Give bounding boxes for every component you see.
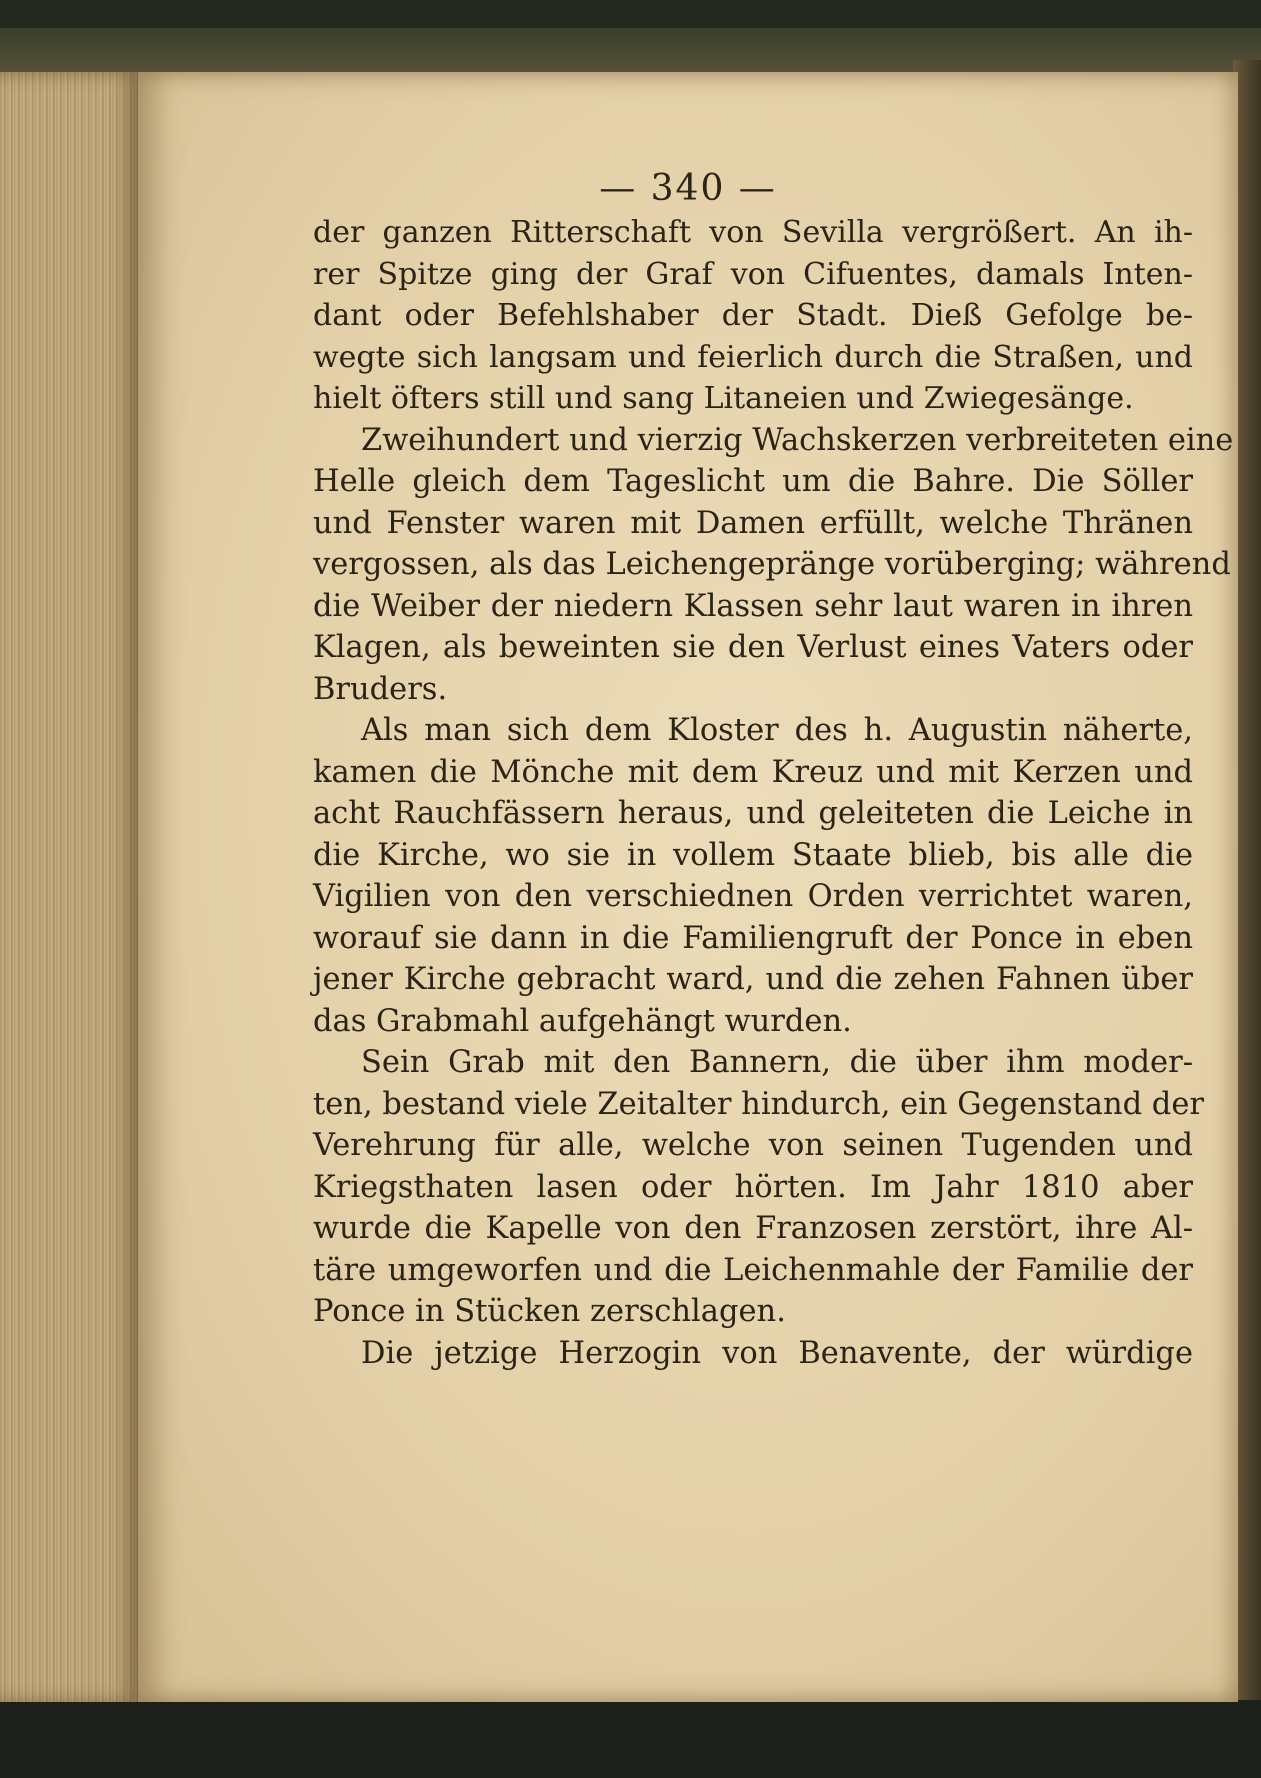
text-line: Zweihundert und vierzig Wachskerzen verbreiteten eine bbox=[361, 422, 1234, 458]
text-line: Bruders. bbox=[313, 671, 448, 707]
text-line: der ganzen Ritterschaft von Sevilla vergrößert. An ih- bbox=[313, 215, 1193, 250]
page-stack-edges bbox=[0, 72, 140, 1702]
text-line: hielt öfters still und sang Litaneien und Zwiegesänge. bbox=[313, 381, 1134, 416]
text-line: acht Rauchfässern heraus, und geleiteten die Leiche in bbox=[313, 796, 1193, 831]
text-line: worauf sie dann in die Familiengruft der Ponce in eben bbox=[313, 920, 1193, 956]
text-line: täre umgeworfen und die Leichenmahle der Familie der bbox=[313, 1252, 1193, 1288]
text-line: Klagen, als beweinten sie den Verlust eines Vaters oder bbox=[313, 630, 1193, 665]
text-line: Kriegsthaten lasen oder hörten. Im Jahr 1810 aber bbox=[313, 1169, 1193, 1205]
text-line: die Weiber der niedern Klassen sehr laut waren in ihren bbox=[313, 588, 1193, 624]
paragraph bbox=[313, 1333, 1193, 1375]
paragraph bbox=[313, 420, 1234, 711]
text-line: dant oder Befehlshaber der Stadt. Dieß Gefolge be- bbox=[313, 298, 1193, 333]
text-line: die Kirche, wo sie in vollem Staate blieb, bis alle die bbox=[313, 837, 1193, 873]
text-line: Die jetzige Herzogin von Benavente, der würdige bbox=[361, 1335, 1193, 1371]
text-line: Als man sich dem Kloster des h. Augustin näherte, bbox=[361, 713, 1193, 748]
text-line: Vigilien von den verschiednen Orden verrichtet waren, bbox=[313, 879, 1193, 914]
text-line: jener Kirche gebracht ward, und die zehen Fahnen über bbox=[313, 962, 1193, 997]
book-page bbox=[138, 72, 1238, 1702]
text-line: kamen die Mönche mit dem Kreuz und mit Kerzen und bbox=[313, 754, 1193, 790]
text-line: ten, bestand viele Zeitalter hindurch, ein Gegenstand der bbox=[313, 1086, 1204, 1122]
paragraph bbox=[313, 212, 1193, 420]
page-text bbox=[313, 212, 1234, 1374]
paragraph bbox=[313, 1042, 1204, 1333]
text-line: rer Spitze ging der Graf von Cifuentes, damals Inten- bbox=[313, 256, 1193, 292]
text-line: Ponce in Stücken zerschlagen. bbox=[313, 1294, 786, 1329]
page-number: — 340 — bbox=[599, 168, 777, 209]
text-line: Verehrung für alle, welche von seinen Tugenden und bbox=[313, 1128, 1193, 1163]
text-line: Sein Grab mit den Bannern, die über ihm moder- bbox=[361, 1045, 1193, 1080]
text-line: wegte sich langsam und feierlich durch die Straßen, und bbox=[313, 339, 1193, 375]
paragraph bbox=[313, 710, 1193, 1042]
text-line: vergossen, als das Leichengepränge vorüberging; während bbox=[313, 547, 1231, 582]
text-line: und Fenster waren mit Damen erfüllt, welche Thränen bbox=[313, 505, 1193, 541]
text-line: Helle gleich dem Tageslicht um die Bahre. Die Söller bbox=[313, 464, 1193, 499]
text-line: wurde die Kapelle von den Franzosen zerstört, ihre Al- bbox=[313, 1211, 1193, 1246]
text-line: das Grabmahl aufgehängt wurden. bbox=[313, 1003, 852, 1039]
